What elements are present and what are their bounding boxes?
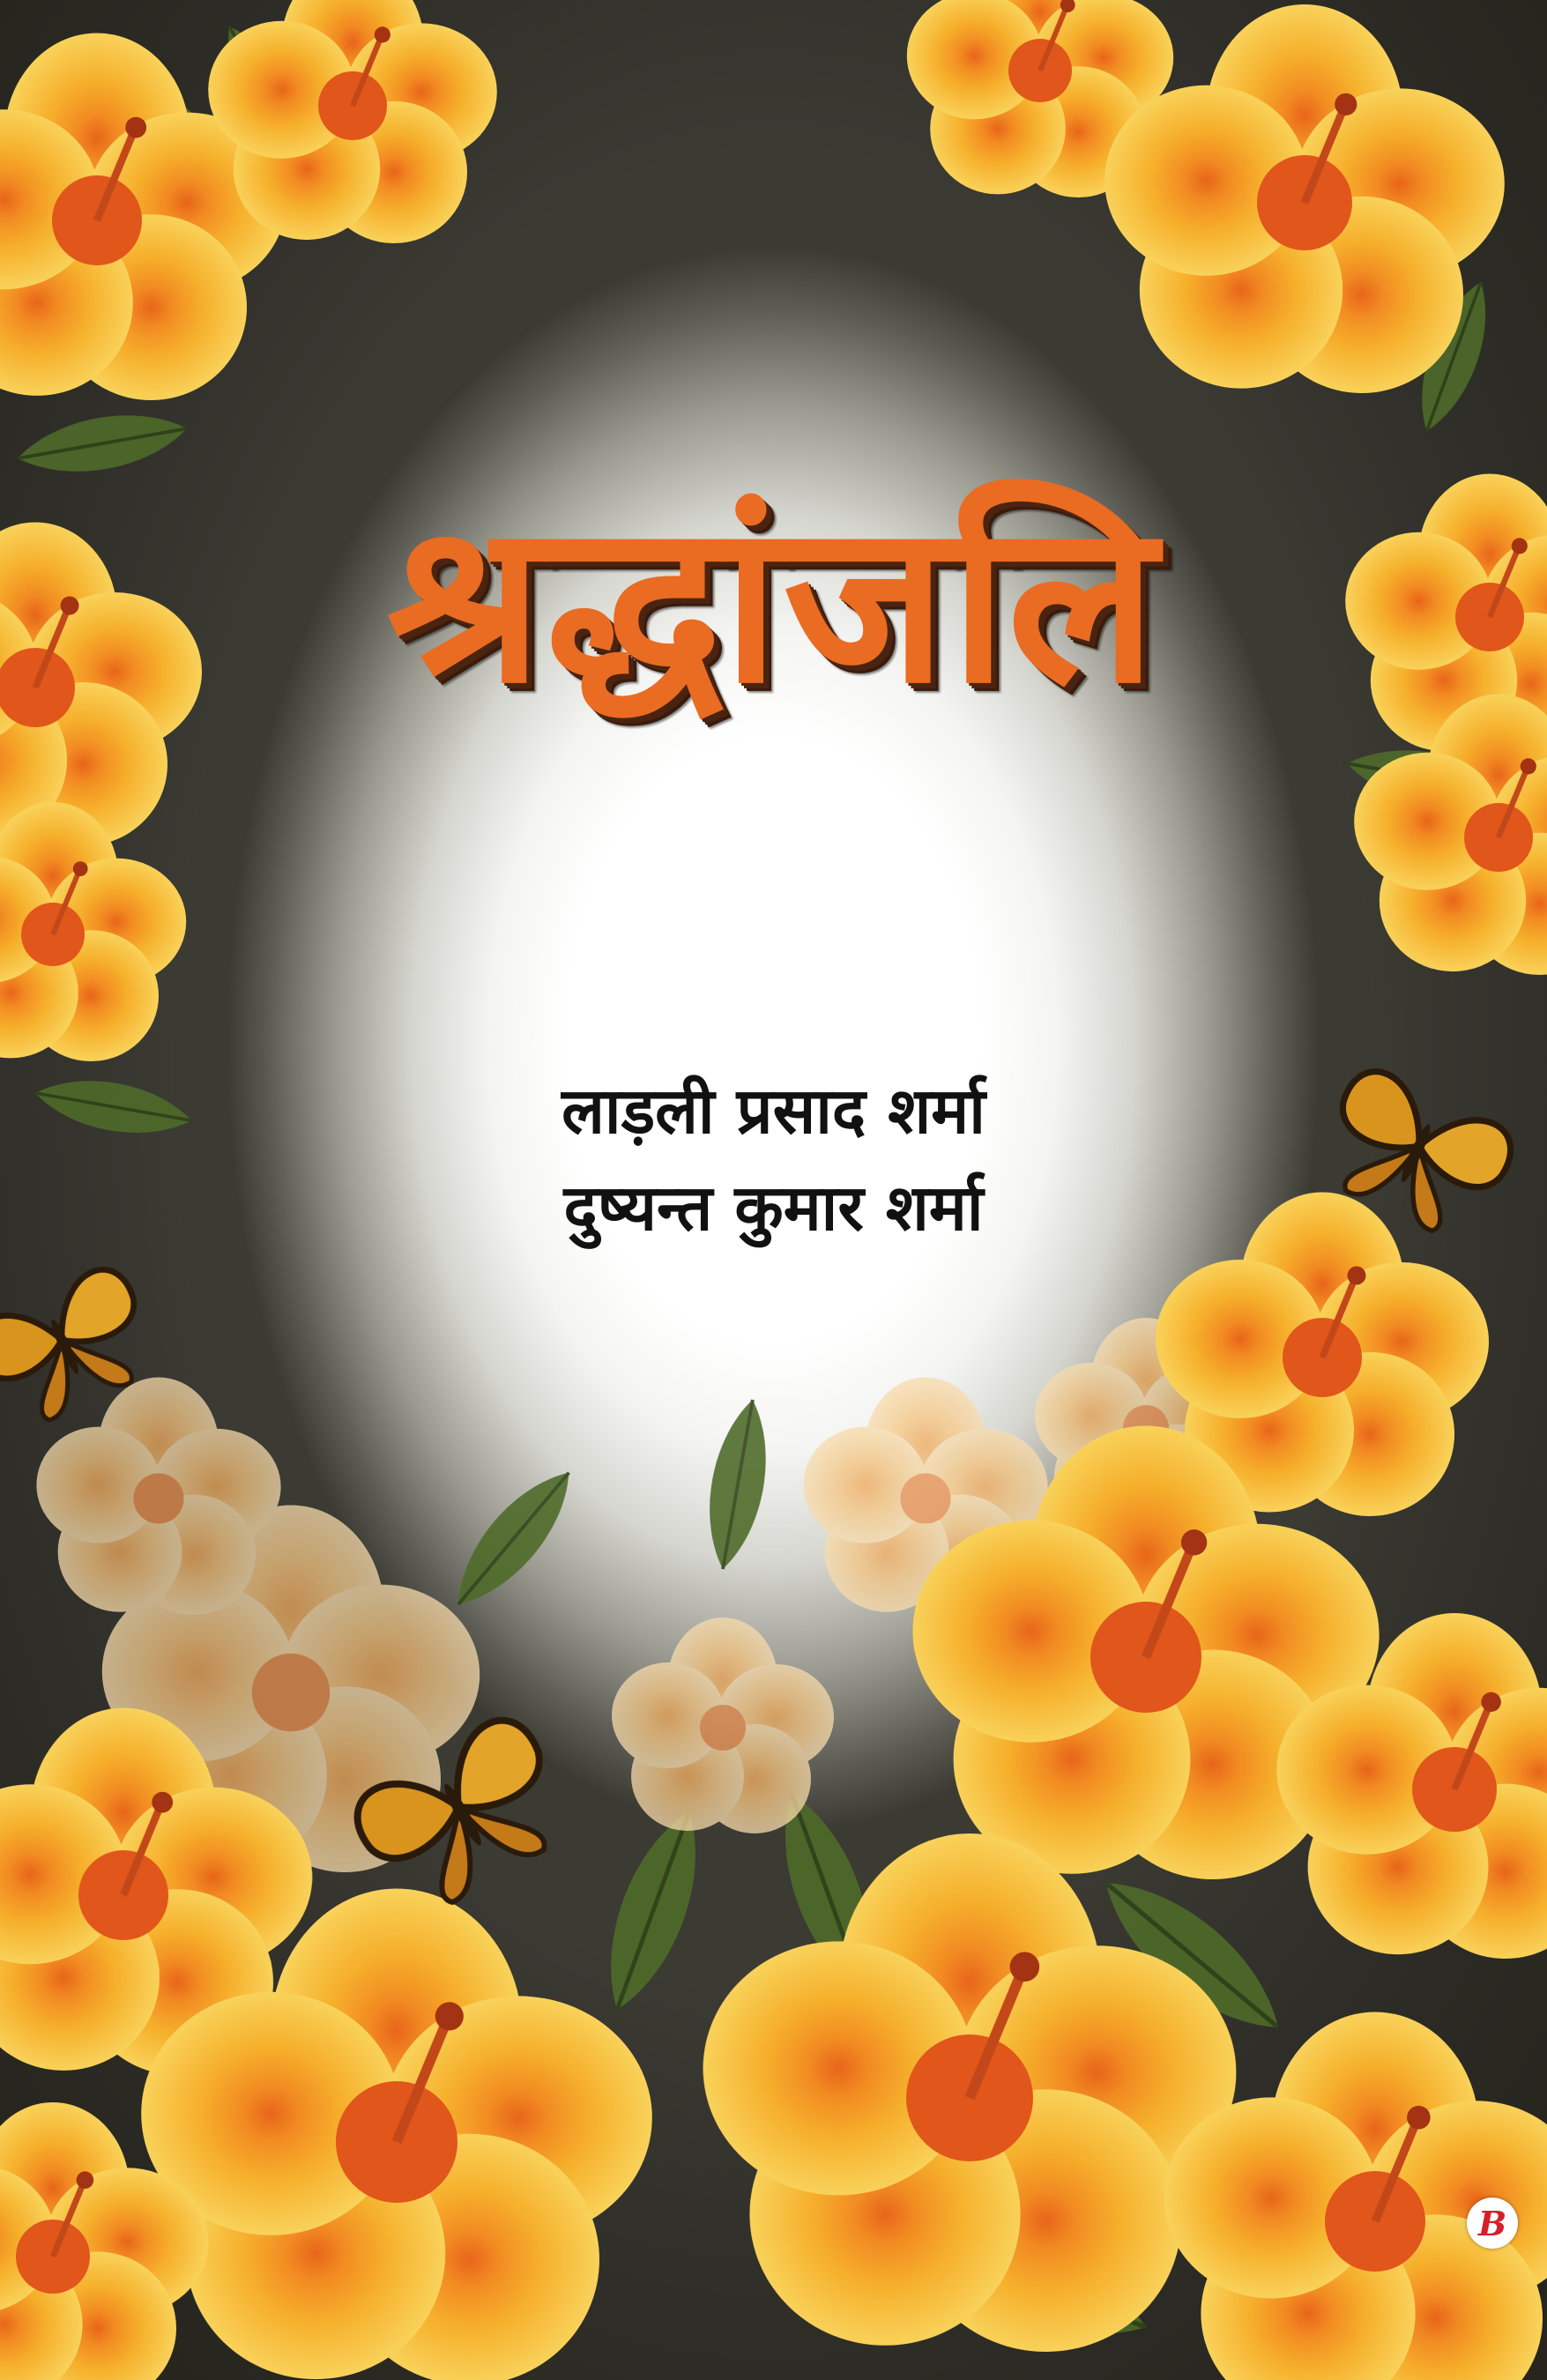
author-name-1: लाड़ली प्रसाद शर्मा (562, 1074, 985, 1148)
book-title: श्रद्धांजलि (386, 475, 1161, 732)
author-name-2: दुष्यन्त कुमार शर्मा (563, 1171, 984, 1245)
publisher-logo-icon (1467, 2198, 1518, 2249)
publisher-logo-text: B (1477, 2203, 1507, 2243)
